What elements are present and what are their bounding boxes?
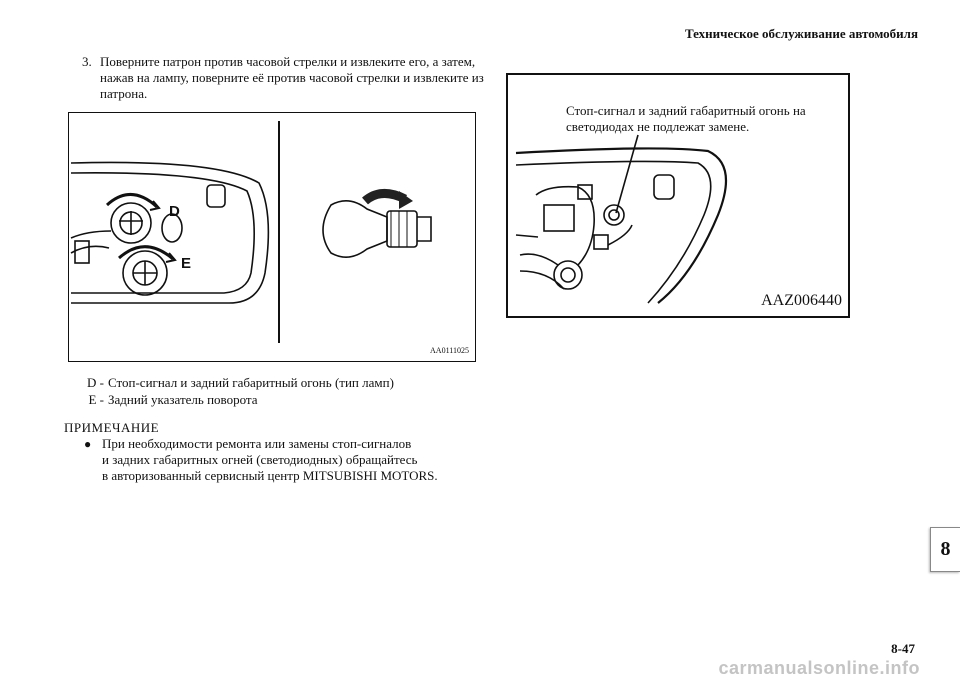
note-text-line: в авторизованный сервисный центр MITSUBISHI MOTORS.	[102, 468, 438, 483]
legend-key: D -	[87, 375, 104, 390]
instruction-step	[82, 54, 502, 102]
figure-code: AA0111025	[430, 346, 469, 355]
legend-key: E -	[88, 392, 104, 407]
legend-item	[78, 391, 394, 408]
note-text-line: При необходимости ремонта или замены стоп-сигналов	[102, 436, 412, 451]
note-item	[84, 436, 438, 484]
note-block	[64, 420, 438, 484]
legend-text: Задний указатель поворота	[108, 392, 258, 407]
legend-text: Стоп-сигнал и задний габаритный огонь (тип ламп)	[108, 375, 394, 390]
legend-item	[78, 374, 394, 391]
led-lamp-illustration	[506, 73, 850, 318]
watermark: carmanualsonline.info	[718, 658, 920, 678]
figure-legend	[78, 374, 394, 408]
section-tab: 8	[930, 527, 960, 572]
figure-code: AAZ006440	[761, 292, 842, 309]
label-d: D	[169, 203, 180, 220]
step-text: Поверните патрон против часовой стрелки и извлеките его, а затем, нажав на лампу, поверните её против часовой стрелки и извлеките из патрона.	[100, 54, 484, 101]
step-number: 3.	[82, 54, 92, 69]
page-header-title: Техническое обслуживание автомобиля	[684, 26, 918, 41]
page-number: 8-47	[891, 641, 915, 656]
bulb-removal-illustration	[68, 112, 476, 362]
label-e: E	[181, 255, 192, 272]
note-title: ПРИМЕЧАНИЕ	[64, 420, 160, 435]
lamp-housing-drawing	[69, 113, 475, 361]
bullet-icon: ●	[84, 437, 92, 451]
led-caption: Стоп-сигнал и задний габаритный огонь на светодиодах не подлежат замене.	[566, 103, 806, 134]
note-text-line: и задних габаритных огней (светодиодных) обращайтесь	[102, 452, 418, 467]
